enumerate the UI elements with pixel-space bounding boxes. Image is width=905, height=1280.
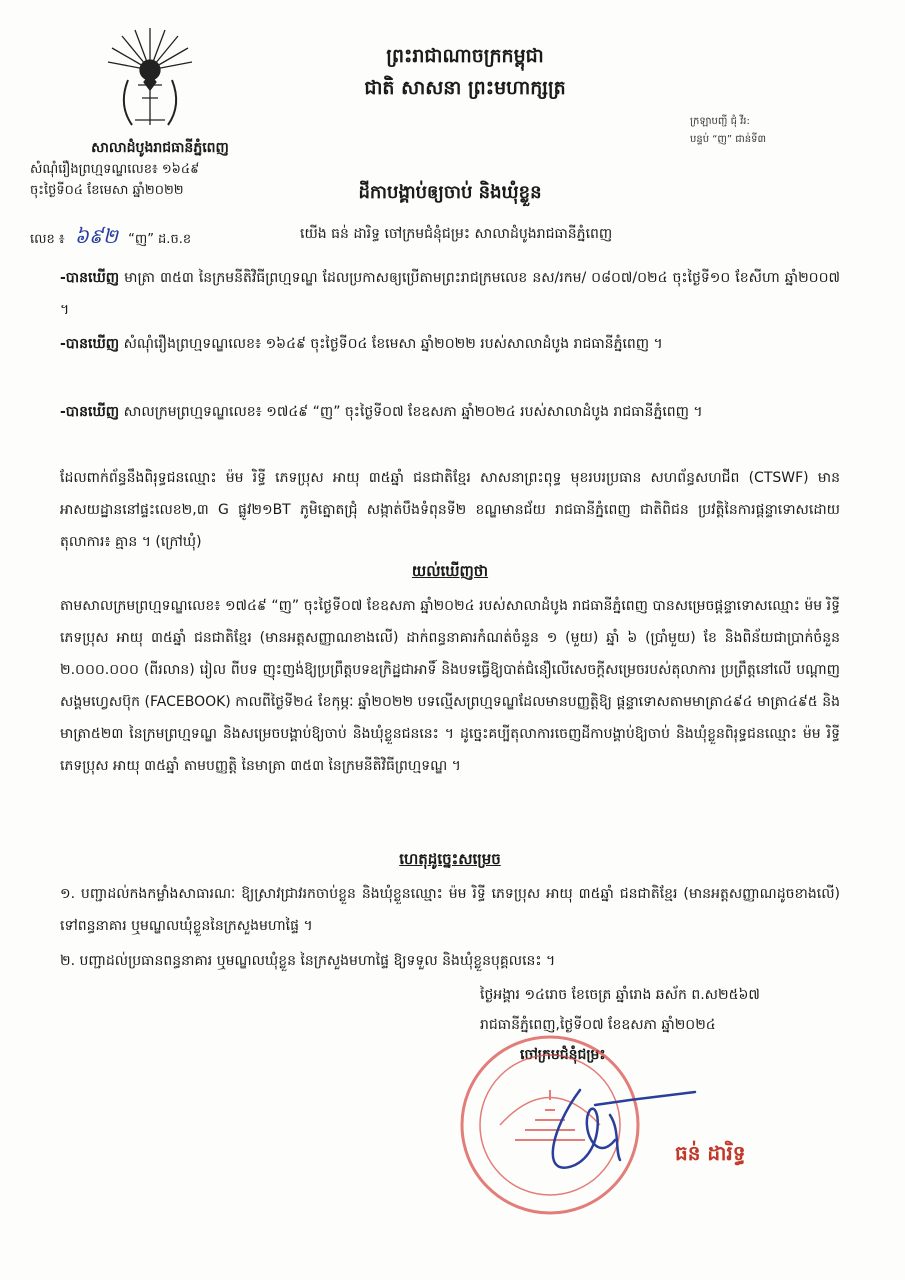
- paragraph-defendant: ដែលពាក់ព័ន្ធនឹងពិរុទ្ធជនឈ្មោះ ម៉ម រិទ្ធី ភេទប្រុស អាយុ ៣៥ឆ្នាំ ជនជាតិខ្មែរ សាសនាព្រះពុទ្ធ មុខរបរប្រធាន សហព័ន្ធសហជីព (CTSWF) មានអាសយដ្ឋាននៅផ្ទះលេខ២,៣ G ផ្លូវ២១BT ភូមិត្នោតជ្រុំ សង្កាត់បឹងទំពុនទី២ ខណ្ឌមានជ័យ រាជធានីភ្នំពេញ ជាតិពិជន ប្រវត្តិនៃការផ្តន្ទាទោសដោយតុលាការ៖ គ្មាន ។ (ក្រៅឃុំ): [60, 470, 840, 550]
- lunar-date: ថ្ងៃអង្គារ ១៤រោច ខែចេត្រ ឆ្នាំរោង ឆស័ក ព.ស២៥៦៧: [480, 987, 760, 1003]
- case-file-date: ចុះថ្ងៃទី០៤ ខែមេសា ឆ្នាំ២០២២: [30, 183, 184, 198]
- seen-text: មាត្រា ៣៥៣ នៃក្រមនីតិវិធីព្រហ្មទណ្ឌ ដែលប្រកាសឲ្យប្រើតាមព្រះរាជក្រមលេខ នស/រកម/ ០៨០៧/០២៤ ចុះថ្ងៃទី១០ ខែសីហា ឆ្នាំ២០០៧ ។: [60, 270, 840, 318]
- reference-suffix: “ញ” ដ.ច.ខ: [128, 232, 192, 247]
- seen-text: សំណុំរឿងព្រហ្មទណ្ឌលេខ៖ ១៦៤៩ ចុះថ្ងៃទី០៤ ខែមេសា ឆ្នាំ២០២២ របស់សាលាដំបូង រាជធានីភ្នំពេញ ។: [119, 336, 663, 352]
- order-1: ១. បញ្ជាដល់កងកម្លាំងសាធារណៈ ឱ្យស្រាវជ្រាវរកចាប់ខ្លួន និងឃុំខ្លួនឈ្មោះ ម៉ម រិទ្ធី ភេទប្រុស អាយុ ៣៥ឆ្នាំ ជនជាតិខ្មែរ (មានអត្តសញ្ញាណដូចខាងលើ) ទៅពន្ធនាគារ ឬមណ្ឌលឃុំខ្លួននៃក្រសួងមហាផ្ទៃ ។: [60, 886, 840, 934]
- judge-signature-name: ធន់ ដារិទ្ធ: [675, 1141, 746, 1165]
- court-name: សាលាដំបូងរាជធានីភ្នំពេញ: [91, 140, 229, 156]
- registry-note-line2: បន្ទប់ “ញ” ជាន់ទី៣: [690, 134, 767, 145]
- seen-label: -បានឃើញ: [60, 404, 120, 420]
- national-motto: ជាតិ សាសនា ព្រះមហាក្សត្រ: [364, 77, 566, 99]
- paragraph-seen-2: [60, 328, 840, 360]
- heading-decision: ហេតុដូច្នេះសម្រេច: [399, 850, 501, 868]
- registry-note-line1: ក្រឡាបញ្ជី ជុំ វីរ:: [690, 116, 750, 127]
- seen-label: -បានឃើញ: [60, 270, 120, 286]
- royal-emblem-icon: [100, 20, 200, 135]
- kingdom-header: [300, 40, 630, 104]
- place-date: រាជធានីភ្នំពេញ,ថ្ងៃទី០៧ ខែឧសភា ឆ្នាំ២០២៤: [480, 1017, 716, 1033]
- registry-note: [690, 113, 890, 149]
- reference-handwritten-number: ៦៩២: [74, 224, 119, 248]
- judge-intro-line: យើង ធន់ ដារិទ្ធ ចៅក្រមជំនុំជម្រះ សាលាដំបូងរាជធានីភ្នំពេញ: [300, 226, 613, 242]
- seen-label: -បានឃើញ: [60, 336, 120, 352]
- kingdom-title: ព្រះរាជាណាចក្រកម្ពុជា: [386, 45, 544, 67]
- judge-title: ចៅក្រមជំនុំជម្រះ: [520, 1047, 606, 1063]
- seen-text: សាលក្រមព្រហ្មទណ្ឌលេខ៖ ១៧៤៩ “ញ” ចុះថ្ងៃទី០៧ ខែឧសភា ឆ្នាំ២០២៤ របស់សាលាដំបូង រាជធានីភ្នំពេញ ។: [119, 404, 703, 420]
- signature-icon: [520, 1070, 710, 1190]
- paragraph-seen-3: [60, 396, 840, 428]
- paragraph-seen-1: [60, 262, 840, 326]
- reference-number: [30, 223, 191, 253]
- paragraph-considering: តាមសាលក្រមព្រហ្មទណ្ឌលេខ៖ ១៧៤៩ “ញ” ចុះថ្ងៃទី០៧ ខែឧសភា ឆ្នាំ២០២៤ របស់សាលាដំបូង រាជធានីភ្នំពេញ បានសម្រេចផ្តន្ទាទោសឈ្មោះ ម៉ម រិទ្ធី ភេទប្រុស អាយុ ៣៥ឆ្នាំ ជនជាតិខ្មែរ (មានអត្តសញ្ញាណខាងលើ) ដាក់ពន្ធនាគារកំណត់ចំនួន ១ (មួយ) ឆ្នាំ ៦ (ប្រាំមួយ) ខែ និងពិន័យជាប្រាក់ចំនួន ២.០០០.០០០ (ពីរលាន) រៀល ពីបទ ញុះញង់ឱ្យប្រព្រឹត្តបទឧក្រិដ្ឋជាអាទិ៍ និងបទធ្វើឱ្យបាត់ជំនឿលើសេចក្តីសម្រេចរបស់តុលាការ ប្រព្រឹត្តនៅលើ បណ្តាញសង្គមហ្វេសប៊ុក (FACEBOOK) កាលពីថ្ងៃទី២៤ ខែកុម្ភៈ ឆ្នាំ២០២២ បទល្មើសព្រហ្មទណ្ឌដែលមានបញ្ញត្តិឱ្យ ផ្តន្ទាទោសតាមមាត្រា៤៩៤ មាត្រា៤៩៥ និងមាត្រា៥២៣ នៃក្រមព្រហ្មទណ្ឌ និងសម្រេចបង្គាប់ឱ្យចាប់ និងឃុំខ្លួនជននេះ ។ ដូច្នេះគប្បីតុលាការចេញដីកាបង្គាប់ឱ្យចាប់ និងឃុំខ្លួនពិរុទ្ធជនឈ្មោះ ម៉ម រិទ្ធី ភេទប្រុស អាយុ ៣៥ឆ្នាំ តាមបញ្ញត្តិ នៃមាត្រា ៣៥៣ នៃក្រមនីតិវិធីព្រហ្មទណ្ឌ ។: [60, 598, 840, 774]
- case-file-number: សំណុំរឿងព្រហ្មទណ្ឌលេខ៖ ១៦៤៩: [30, 162, 200, 177]
- heading-considering: យល់ឃើញថា: [411, 562, 489, 580]
- document-title: ដីកាបង្គាប់ឲ្យចាប់ និងឃុំខ្លួន: [358, 182, 542, 203]
- order-2: ២. បញ្ជាដល់ប្រធានពន្ធនាគារ ឬមណ្ឌលឃុំខ្លួន នៃក្រសួងមហាផ្ទៃ ឱ្យទទួល និងឃុំខ្លួនបុគ្គលនេះ ។: [60, 953, 556, 969]
- reference-prefix: លេខ ៖: [30, 232, 65, 247]
